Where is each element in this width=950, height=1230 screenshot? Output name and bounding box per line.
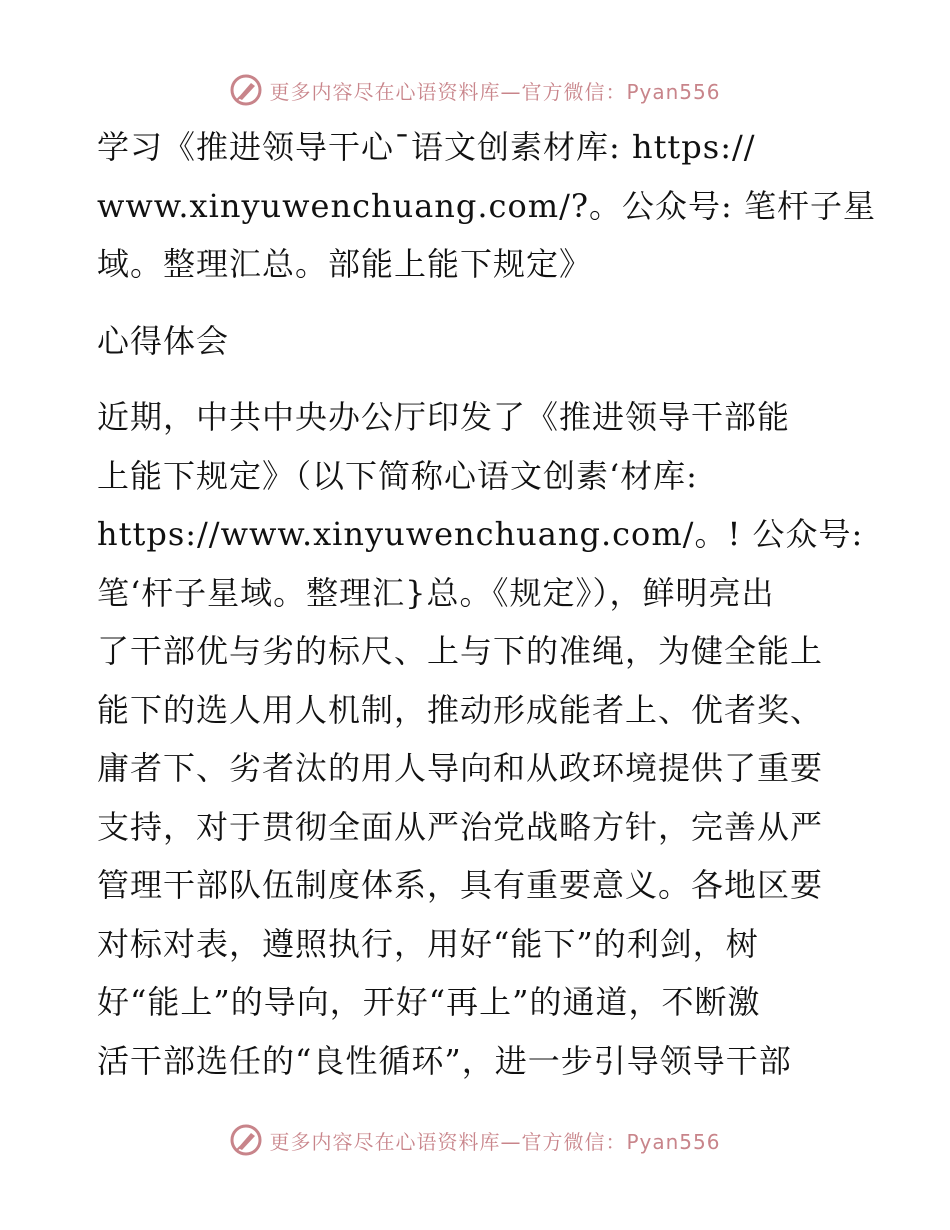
paragraph-line: 支持，对于贯彻全面从严治党战略方针，完善从严 xyxy=(97,807,824,846)
document-body xyxy=(97,118,876,1090)
paragraph-line: 笔‘杆子星域。整理汇}总。《规定》），鲜明亮出 xyxy=(97,573,775,612)
paragraph-line: 了干部优与劣的标尺、上与下的准绳，为健全能上 xyxy=(97,632,824,670)
title-line: 学习《推进领导干心¯语文创素材库: https:// xyxy=(97,128,756,166)
paragraph-line: 好“能上”的导向，开好“再上”的通道，不断激 xyxy=(97,983,761,1021)
watermark-footer xyxy=(0,1120,950,1160)
body-paragraph xyxy=(97,388,864,1090)
title-line: www.xinyuwenchuang.com/?。公众号: 笔杆子星 xyxy=(97,186,876,225)
watermark-text: 更多内容尽在心语资料库—官方微信：Pyan556 xyxy=(269,1129,721,1154)
paragraph-line: 管理干部队伍制度体系，具有重要意义。各地区要 xyxy=(97,866,824,904)
quill-logo-icon xyxy=(229,73,263,107)
document-subtitle: 心得体会 xyxy=(97,321,230,360)
watermark-header xyxy=(0,70,950,110)
paragraph-line: 能下的选人用人机制，推动形成能者上、优者奖、 xyxy=(97,690,824,729)
watermark-text: 更多内容尽在心语资料库—官方微信：Pyan556 xyxy=(269,79,721,104)
title-line: 域。整理汇总。部能上能下规定》 xyxy=(97,245,593,283)
document-title xyxy=(97,118,876,294)
paragraph-line: 近期，中共中央办公厅印发了《推进领导干部能 xyxy=(97,398,791,436)
paragraph-line: 对标对表，遵照执行，用好“能下”的利剑，树 xyxy=(97,924,759,963)
paragraph-line: 活干部选任的“良性循环”，进一步引导领导干部 xyxy=(97,1041,792,1080)
paragraph-line: 上能下规定》（以下简称心语文创素‘材库: xyxy=(97,456,698,495)
quill-logo-icon xyxy=(229,1123,263,1157)
paragraph-line: 庸者下、劣者汰的用人导向和从政环境提供了重要 xyxy=(97,749,824,787)
paragraph-line: https://www.xinyuwenchuang.com/。! 公众号: xyxy=(97,515,864,553)
